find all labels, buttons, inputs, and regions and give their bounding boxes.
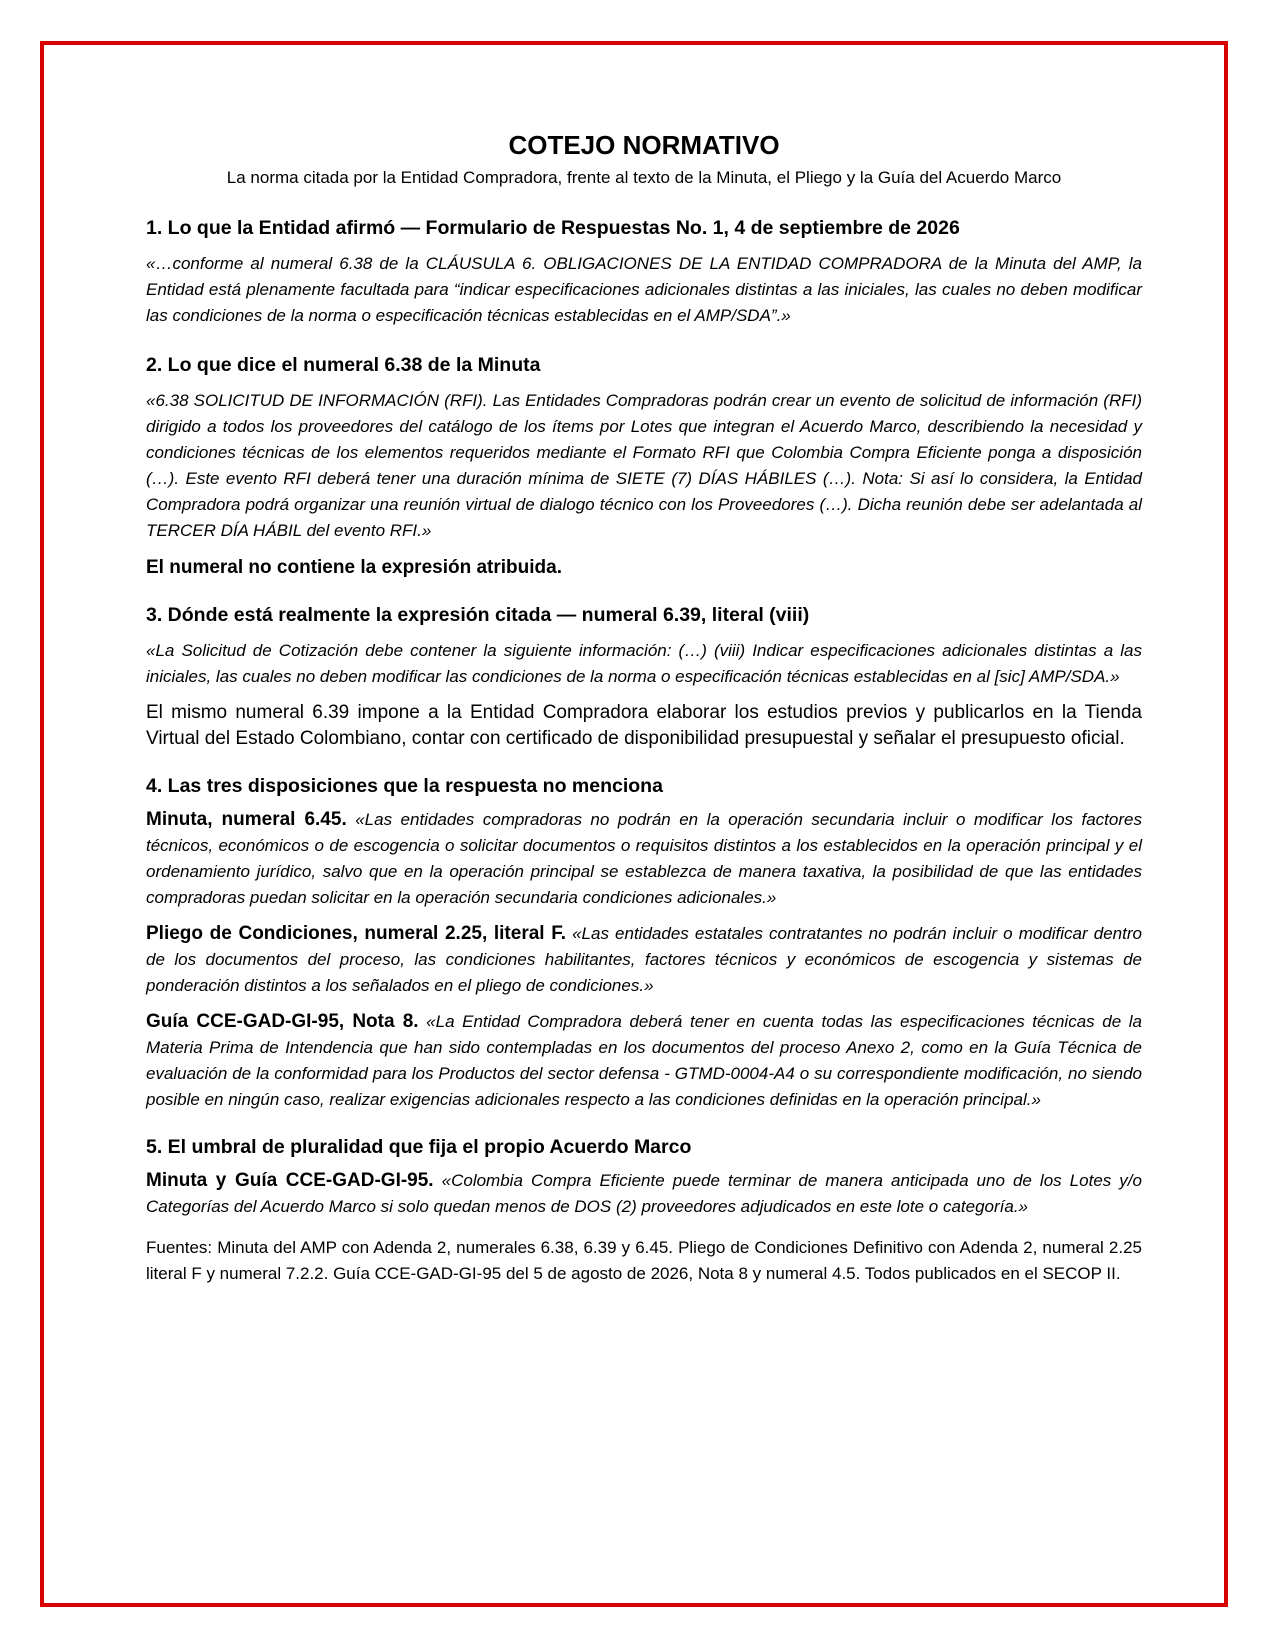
section-2-quote: «6.38 SOLICITUD DE INFORMACIÓN (RFI). Las Entidades Compradoras podrán crear un evento de solicitud de información (RFI) dirigido a todos los proveedores del catálogo de los ítems por Lotes que integran el Acuerdo Marco, describiendo la necesidad y condiciones técnicas de los elementos requeridos mediante el Formato RFI que Colombia Compra Eficiente ponga a disposición (…). Este evento RFI deberá tener una duración mínima de SIETE (7) DÍAS HÁBILES (…). Nota: Si así lo considera, la Entidad Compradora podrá organizar una reunión virtual de dialogo técnico con los Proveedores (…). Dicha reunión debe ser adelantada al TERCER DÍA HÁBIL del evento RFI.» [146,391,1142,540]
section-4-heading: 4. Las tres disposiciones que la respuesta no menciona [146,775,663,797]
provision-label: Minuta y Guía CCE-GAD-GI-95. [146,1170,434,1191]
document-content [146,128,1142,1287]
sources-note: Fuentes: Minuta del AMP con Adenda 2, numerales 6.38, 6.39 y 6.45. Pliego de Condiciones Definitivo con Adenda 2, numeral 2.25 literal F y numeral 7.2.2. Guía CCE-GAD-GI-95 del 5 de agosto de 2026, Nota 8 y numeral 4.5. Todos publicados en el SECOP II. [146,1238,1142,1283]
provision-label: Pliego de Condiciones, numeral 2.25, literal F. [146,923,566,944]
provision-text: «Las entidades compradoras no podrán en la operación secundaria incluir o modificar los factores técnicos, económicos o de escogencia o solicitar documentos o requisitos distintos a los establecidos en la operación principal y el ordenamiento jurídico, salvo que en la operación principal se establezca de manera taxativa, la posibilidad de que las entidades compradoras puedan solicitar en la operación secundaria condiciones adicionales.» [146,810,1142,907]
provision-pliego-2-25 [146,921,1142,999]
provision-minuta-guia-pluralidad [146,1168,1142,1220]
provision-text: «Colombia Compra Eficiente puede terminar de manera anticipada uno de los Lotes y/o Categorías del Acuerdo Marco si solo quedan menos de DOS (2) proveedores adjudicados en este lote o categoría.» [146,1171,1142,1216]
provision-text: «La Entidad Compradora deberá tener en cuenta todas las especificaciones técnicas de la Materia Prima de Intendencia que han sido contempladas en los documentos del proceso Anexo 2, como en la Guía Técnica de evaluación de la conformidad para los Productos del sector defensa - GTMD-0004-A4 o su correspondiente modificación, no siendo posible en ningún caso, realizar exigencias adicionales respecto a las condiciones definidas en la operación principal.» [146,1012,1142,1109]
section-5-heading: 5. El umbral de pluralidad que fija el propio Acuerdo Marco [146,1136,692,1158]
section-2-statement: El numeral no contiene la expresión atribuida. [146,557,562,578]
section-3-quote: «La Solicitud de Cotización debe contener la siguiente información: (…) (viii) Indicar especificaciones adicionales distintas a las iniciales, las cuales no deben modificar las condiciones de la norma o especificación técnicas establecidas en al [sic] AMP/SDA.» [146,641,1142,686]
section-3-heading: 3. Dónde está realmente la expresión citada — numeral 6.39, literal (viii) [146,604,810,626]
provision-label: Guía CCE-GAD-GI-95, Nota 8. [146,1011,419,1032]
section-1-heading: 1. Lo que la Entidad afirmó — Formulario de Respuestas No. 1, 4 de septiembre de 2026 [146,217,960,239]
document-title: COTEJO NORMATIVO [508,130,780,160]
section-1-quote: «…conforme al numeral 6.38 de la CLÁUSULA 6. OBLIGACIONES DE LA ENTIDAD COMPRADORA de la Minuta del AMP, la Entidad está plenamente facultada para “indicar especificaciones adicionales distintas a las iniciales, las cuales no deben modificar las condiciones de la norma o especificación técnicas establecidas en el AMP/SDA”.» [146,254,1142,325]
provision-label: Minuta, numeral 6.45. [146,809,347,830]
provision-guia-nota-8 [146,1009,1142,1113]
provision-text: «Las entidades estatales contratantes no podrán incluir o modificar dentro de los documentos del proceso, las condiciones habilitantes, factores técnicos y económicos de escogencia y sistemas de ponderación distintos a los señalados en el pliego de condiciones.» [146,924,1142,995]
provision-minuta-6-45 [146,807,1142,911]
section-2-heading: 2. Lo que dice el numeral 6.38 de la Minuta [146,354,541,376]
document-subtitle: La norma citada por la Entidad Compradora, frente al texto de la Minuta, el Pliego y la Guía del Acuerdo Marco [226,168,1062,187]
section-3-body: El mismo numeral 6.39 impone a la Entidad Compradora elaborar los estudios previos y publicarlos en la Tienda Virtual del Estado Colombiano, contar con certificado de disponibilidad presupuestal y señalar el presupuesto oficial. [146,702,1142,749]
